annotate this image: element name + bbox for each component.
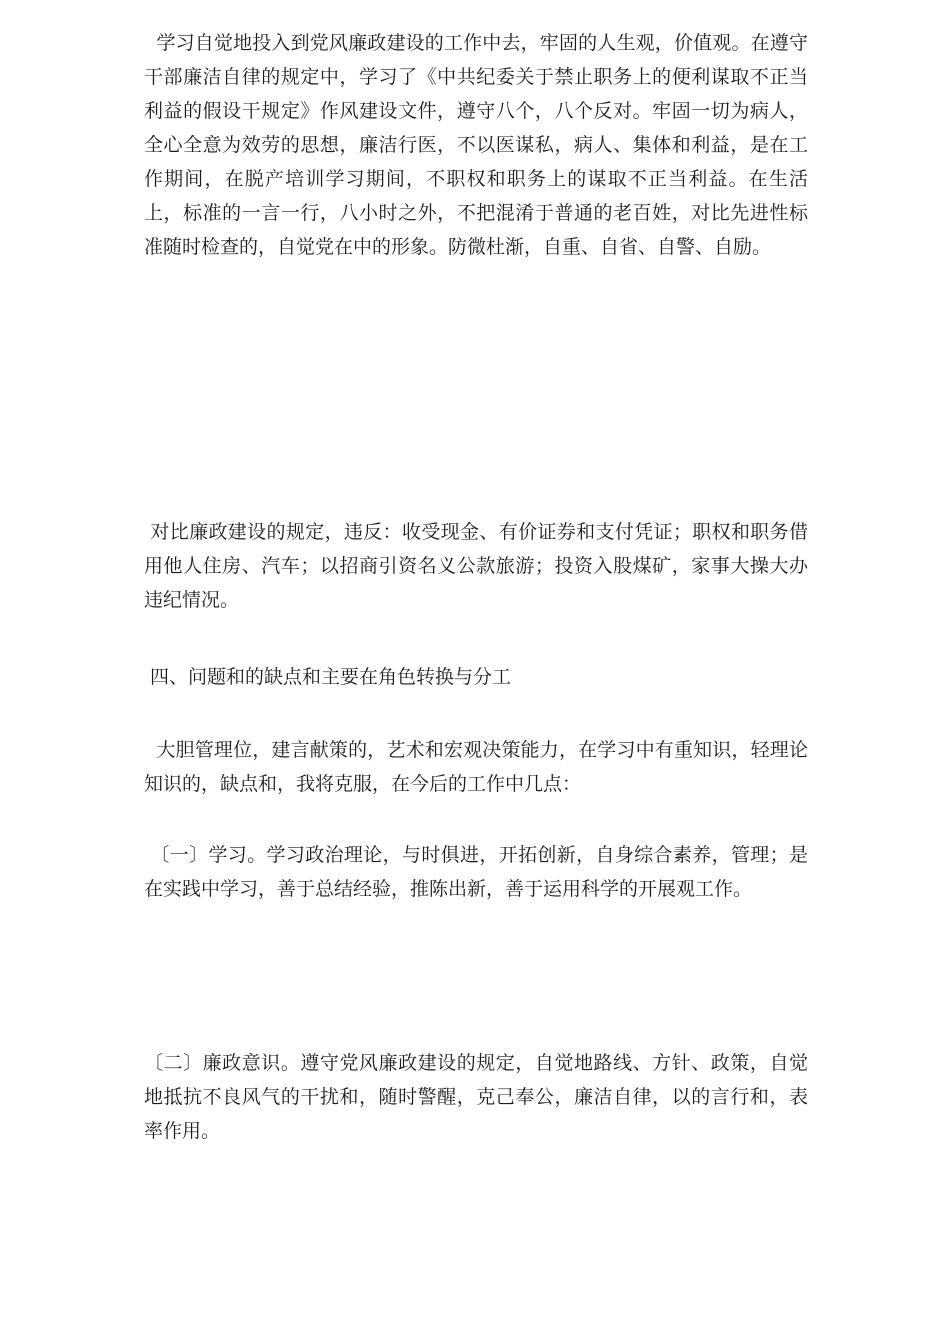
paragraph-point-one-study: 〔一〕学习。学习政治理论，与时俱进，开拓创新，自身综合素养，管理；是在实践中学习，善于总结经验，推陈出新，善于运用科学的开展观工作。 — [144, 844, 808, 900]
paragraph-self-discipline: 学习自觉地投入到党风廉政建设的工作中去，牢固的人生观，价值观。在遵守干部廉洁自律的规定中，学习了《中共纪委关于禁止职务上的便利谋取不正当利益的假设干规定》作风建设文件，遵守八个，八个反对。牢固一切为病人，全心全意为效劳的思想，廉洁行医，不以医谋私，病人、集体和利益，是在工作期间，在脱产培训学习期间，不职权和职务上的谋取不正当利益。在生活上，标准的一言一行，八小时之外，不把混淆于普通的老百姓，对比先进性标准随时检查的，自觉党在中的形象。防微杜渐，自重、自省、自警、自励。 — [144, 32, 808, 258]
paragraph-compliance-check: 对比廉政建设的规定，违反：收受现金、有价证券和支付凭证；职权和职务借用他人住房、汽车；以招商引资名义公款旅游；投资入股煤矿，家事大操大办违纪情况。 — [144, 521, 808, 611]
section-heading-problems: 四、问题和的缺点和主要在角色转换与分工 — [144, 666, 512, 688]
paragraph-point-two-integrity: 〔二〕廉政意识。遵守党风廉政建设的规定，自觉地路线、方针、政策，自觉地抵抗不良风气的干扰和，随时警醒，克己奉公，廉洁自律，以的言行和，表率作用。 — [144, 1052, 808, 1142]
paragraph-shortcomings: 大胆管理位，建言献策的，艺术和宏观决策能力，在学习中有重知识，轻理论知识的，缺点和，我将克服，在今后的工作中几点： — [144, 739, 808, 795]
